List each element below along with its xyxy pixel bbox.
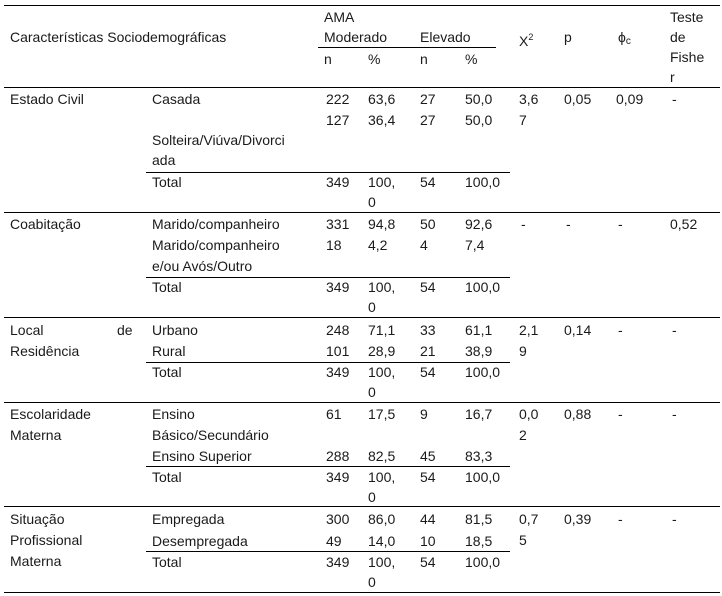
local-tot-mod-p2: 0 [368,384,376,400]
escolaridade-sub1-l1: Ensino [152,406,195,422]
estado-civil-chi-1: 3,6 [519,91,539,107]
situacao-total: Total [152,554,182,570]
estado-civil-casada: Casada [152,91,201,107]
situacao-tot-mod-p2: 0 [368,574,376,590]
escolaridade-tot-mod-p1: 100, [368,469,396,485]
local-chi-2: 9 [519,343,527,359]
coabitacao-chi: - [521,216,526,232]
local-label-de: de [117,322,133,338]
estado-civil-tot-mod-n: 349 [326,174,350,190]
escolaridade-label-1: Escolaridade [10,406,91,422]
estado-civil-chi-2: 7 [519,112,527,128]
header-characteristics: Características Sociodemográficas [10,29,227,45]
estado-civil-total: Total [152,174,182,190]
local-chi-1: 2,1 [519,322,539,338]
situacao-tot-ele-n: 54 [420,554,436,570]
coabitacao-tot-ele-p: 100,0 [465,279,501,295]
coabitacao-sub2-l2: e/ou Avós/Outro [152,258,253,274]
estado-civil-tot-mod-p1: 100, [368,174,396,190]
situacao-label-1: Situação [10,511,65,527]
local-ele-p1: 61,1 [465,322,493,338]
table-top-rule [4,5,720,6]
header-ele-pct: % [465,51,478,67]
escolaridade-mod-n2: 288 [326,448,350,464]
escolaridade-tot-mod-p2: 0 [368,489,376,505]
coabitacao-label: Coabitação [10,216,81,232]
local-ele-n2: 21 [420,343,436,359]
escolaridade-p: 0,88 [564,406,592,422]
escolaridade-total: Total [152,469,182,485]
coabitacao-sub1: Marido/companheiro [152,216,280,232]
escolaridade-tot-ele-n: 54 [420,469,436,485]
local-mod-n2: 101 [326,343,350,359]
escolaridade-ele-n1: 9 [420,406,428,422]
situacao-mod-p2: 14,0 [368,533,396,549]
estado-civil-ele-n2: 27 [420,112,436,128]
local-mod-p2: 28,9 [368,343,396,359]
estado-civil-p: 0,05 [564,91,592,107]
estado-civil-mod-p1: 63,6 [368,91,396,107]
coabitacao-total: Total [152,279,182,295]
header-mod-pct: % [368,51,381,67]
escolaridade-tot-ele-p: 100,0 [465,469,501,485]
escolaridade-mod-p2: 82,5 [368,448,396,464]
coabitacao-bottom-rule [4,317,720,318]
local-mod-p1: 71,1 [368,322,396,338]
local-ele-p2: 38,9 [465,343,493,359]
header-phi: $\phi_c$ [618,29,631,47]
escolaridade-mod-n1: 61 [326,406,342,422]
estado-civil-ele-p2: 50,0 [465,112,493,128]
header-bottom-rule [4,87,720,88]
header-ele-n: n [420,51,428,67]
estado-civil-solteira-l2: ada [152,152,176,168]
escolaridade-ele-p1: 16,7 [465,406,493,422]
coabitacao-p: - [566,216,571,232]
local-bottom-rule [4,402,720,403]
situacao-label-2: Profissional [10,532,83,548]
coabitacao-fisher: 0,52 [670,216,698,232]
situacao-ele-p1: 81,5 [465,511,493,527]
escolaridade-fisher: - [672,406,677,422]
local-fisher: - [672,322,677,338]
escolaridade-phi: - [618,406,623,422]
coabitacao-ele-n1: 50 [420,216,436,232]
estado-civil-fisher: - [672,91,677,107]
situacao-ele-p2: 18,5 [465,533,493,549]
escolaridade-ele-n2: 45 [420,448,436,464]
header-fisher-2: de [670,29,686,45]
coabitacao-sub2-l1: Marido/companheiro [152,237,280,253]
coabitacao-ele-p2: 7,4 [465,237,485,253]
estado-civil-mod-n2: 127 [326,112,350,128]
coabitacao-mod-p2: 4,2 [368,237,388,253]
situacao-label-3: Materna [10,553,62,569]
situacao-fisher: - [672,511,677,527]
estado-civil-tot-ele-n: 54 [420,174,436,190]
local-label-1: Local [10,322,44,338]
situacao-mod-n2: 49 [326,533,342,549]
estado-civil-solteira-l1: Solteira/Viúva/Divorci [152,132,285,148]
local-total: Total [152,364,182,380]
estado-civil-ele-n1: 27 [420,91,436,107]
escolaridade-mod-p1: 17,5 [368,406,396,422]
local-rural: Rural [152,343,186,359]
header-p: p [564,29,572,45]
local-tot-ele-p: 100,0 [465,364,501,380]
header-fisher-1: Teste [670,9,704,25]
situacao-desempregada: Desempregada [152,533,248,549]
coabitacao-ele-p1: 92,6 [465,216,493,232]
local-urbano: Urbano [152,322,198,338]
table-bottom-rule [4,592,720,593]
situacao-tot-mod-n: 349 [326,554,350,570]
coabitacao-tot-mod-p2: 0 [368,299,376,315]
escolaridade-chi-2: 2 [519,427,527,443]
escolaridade-sub1-l2: Básico/Secundário [152,427,269,443]
estado-civil-mod-p2: 36,4 [368,112,396,128]
estado-civil-phi: 0,09 [616,91,644,107]
situacao-chi-2: 5 [519,532,527,548]
situacao-ele-n1: 44 [420,511,436,527]
estado-civil-mod-n1: 222 [326,91,350,107]
estado-civil-bottom-rule [4,212,720,213]
local-tot-mod-p1: 100, [368,364,396,380]
escolaridade-label-2: Materna [10,427,62,443]
local-phi: - [618,322,623,338]
local-label-2: Residência [10,343,80,359]
escolaridade-ele-p2: 83,3 [465,448,493,464]
local-tot-ele-n: 54 [420,364,436,380]
header-mod-n: n [324,51,332,67]
coabitacao-tot-ele-n: 54 [420,279,436,295]
escolaridade-sub2: Ensino Superior [152,448,252,464]
coabitacao-mod-n1: 331 [326,216,350,232]
escolaridade-bottom-rule [4,506,720,507]
estado-civil-label: Estado Civil [10,91,84,107]
header-ama: AMA [324,9,355,25]
header-moderado: Moderado [324,29,388,45]
header-elevado: Elevado [420,29,471,45]
situacao-empregada: Empregada [152,511,225,527]
estado-civil-tot-ele-p: 100,0 [465,174,501,190]
header-fisher-4: r [670,69,675,85]
header-fisher-3: Fishe [670,49,705,65]
estado-civil-ele-p1: 50,0 [465,91,493,107]
escolaridade-chi-1: 0,0 [519,406,539,422]
situacao-mod-p1: 86,0 [368,511,396,527]
situacao-ele-n2: 10 [420,533,436,549]
local-p: 0,14 [564,322,592,338]
local-tot-mod-n: 349 [326,364,350,380]
coabitacao-mod-p1: 94,8 [368,216,396,232]
situacao-chi-1: 0,7 [519,511,539,527]
situacao-phi: - [618,511,623,527]
estado-civil-tot-mod-p2: 0 [368,194,376,210]
local-ele-n1: 33 [420,322,436,338]
situacao-tot-mod-p1: 100, [368,554,396,570]
local-mod-n1: 248 [326,322,350,338]
coabitacao-mod-n2: 18 [326,237,342,253]
situacao-mod-n1: 300 [326,511,350,527]
escolaridade-tot-mod-n: 349 [326,469,350,485]
coabitacao-tot-mod-n: 349 [326,279,350,295]
coabitacao-ele-n2: 4 [420,237,428,253]
situacao-tot-ele-p: 100,0 [465,554,501,570]
situacao-p: 0,39 [564,511,592,527]
coabitacao-tot-mod-p1: 100, [368,279,396,295]
coabitacao-phi: - [618,216,623,232]
header-chi-square: $X^2$ [519,32,534,49]
